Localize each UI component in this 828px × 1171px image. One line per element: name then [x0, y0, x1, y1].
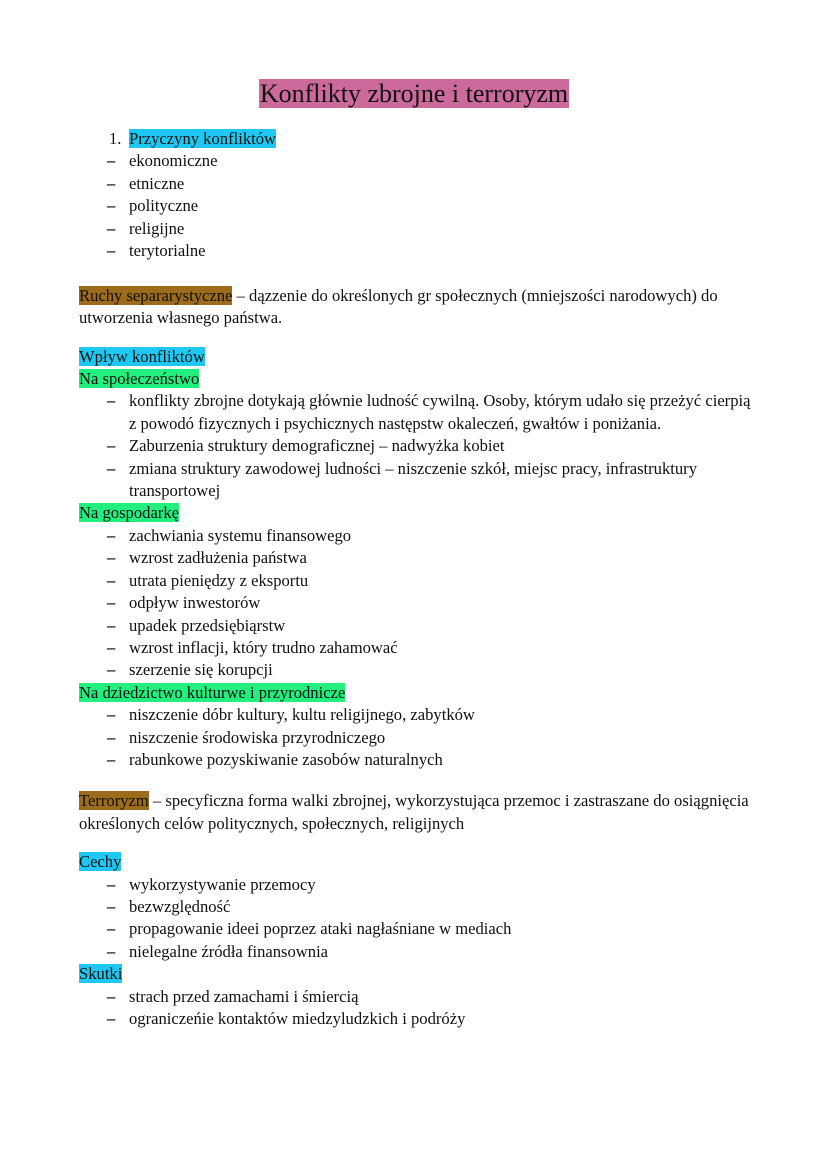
effects-heading: Skutki: [79, 964, 123, 984]
list-item-text: nielegalne źródła finansownia: [129, 941, 329, 961]
separatism-definition: [79, 285, 759, 330]
features-list: [79, 874, 759, 964]
list-item: [79, 727, 759, 749]
list-item-text: wykorzystywanie przemocy: [129, 874, 316, 894]
heritage-heading: Na dziedzictwo kulturwe i przyrodnicze: [79, 682, 346, 702]
list-item: [79, 874, 759, 896]
dash-bullet: –: [107, 749, 116, 769]
dash-bullet: –: [107, 436, 116, 456]
list-item-text: Zaburzenia struktury demograficznej – nadwyżka kobiet: [129, 436, 505, 456]
dash-bullet: –: [107, 458, 116, 478]
list-item: [79, 896, 759, 918]
list-item-text: utrata pieniędzy z eksportu: [129, 570, 309, 590]
list-item-text: niszczenie środowiska przyrodniczego: [129, 727, 386, 747]
list-item: [79, 435, 759, 457]
list-item: [79, 458, 759, 503]
terrorism-definition: [79, 790, 759, 835]
heritage-list: [79, 704, 759, 771]
list-item-text: propagowanie ideei poprzez ataki nagłaśniane w mediach: [129, 919, 512, 939]
dash-bullet: –: [107, 727, 116, 747]
list-item-text: niszczenie dóbr kultury, kultu religijnego, zabytków: [129, 705, 475, 725]
dash-bullet: –: [107, 705, 116, 725]
list-item: [79, 173, 759, 195]
dash-bullet: –: [107, 593, 116, 613]
dash-bullet: –: [107, 173, 116, 193]
society-heading: Na społeczeństwo: [79, 369, 200, 389]
dash-bullet: –: [107, 525, 116, 545]
list-item: [79, 570, 759, 592]
list-item: [79, 941, 759, 963]
dash-bullet: –: [107, 941, 116, 961]
society-list: [79, 390, 759, 502]
list-item-text: polityczne: [129, 196, 199, 216]
list-item: [79, 1008, 759, 1030]
list-item: [79, 918, 759, 940]
list-item: [79, 218, 759, 240]
separatism-term: Ruchy separarystyczne: [79, 285, 233, 305]
list-item-text: strach przed zamachami i śmiercią: [129, 986, 359, 1006]
terrorism-text: – specyficzna forma walki zbrojnej, wykorzystująca przemoc i zastraszane do osiągnięcia określonych celów politycznych, społecznych, religijnych: [79, 791, 749, 833]
dash-bullet: –: [107, 919, 116, 939]
dash-bullet: –: [107, 896, 116, 916]
list-item-text: terytorialne: [129, 241, 206, 261]
terrorism-term: Terroryzm: [79, 791, 149, 811]
page-title: Konflikty zbrojne i terroryzm: [259, 79, 569, 108]
list-item: [79, 525, 759, 547]
economy-list: [79, 525, 759, 682]
dash-bullet: –: [107, 874, 116, 894]
dash-bullet: –: [107, 241, 116, 261]
economy-heading: Na gospodarkę: [79, 503, 179, 523]
list-item: [79, 615, 759, 637]
list-item-text: religijne: [129, 218, 185, 238]
list-item-text: zachwiania systemu finansowego: [129, 525, 352, 545]
list-item-text: rabunkowe pozyskiwanie zasobów naturalnych: [129, 749, 443, 769]
list-item: [79, 749, 759, 771]
document-body: [79, 128, 759, 1030]
dash-bullet: –: [107, 986, 116, 1006]
impact-heading: Wpływ konfliktów: [79, 346, 205, 366]
title-container: [0, 78, 828, 110]
list-item-text: szerzenie się korupcji: [129, 660, 273, 680]
list-item-text: ograniczeńie kontaktów miedzyludzkich i podróży: [129, 1009, 466, 1029]
list-item-text: odpływ inwestorów: [129, 593, 261, 613]
features-heading: Cechy: [79, 852, 122, 872]
list-item: [79, 637, 759, 659]
list-item: [79, 195, 759, 217]
list-item: [79, 390, 759, 435]
dash-bullet: –: [107, 570, 116, 590]
list-number: 1.: [109, 129, 122, 148]
dash-bullet: –: [107, 196, 116, 216]
causes-heading-row: [79, 128, 759, 150]
list-item-text: zmiana struktury zawodowej ludności – niszczenie szkół, miejsc pracy, infrastruktury transportowej: [129, 458, 698, 501]
dash-bullet: –: [107, 548, 116, 568]
list-item: [79, 659, 759, 681]
dash-bullet: –: [107, 218, 116, 238]
dash-bullet: –: [107, 151, 116, 171]
dash-bullet: –: [107, 1009, 116, 1029]
causes-heading: Przyczyny konfliktów: [129, 129, 277, 148]
list-item-text: konflikty zbrojne dotykają głównie ludność cywilną. Osoby, którym udało się przeżyć cierpią z powodó fizycznych i psychicznych następstw okaleczeń, gwałtów i poniżania.: [129, 391, 751, 433]
list-item: [79, 547, 759, 569]
list-item-text: wzrost inflacji, który trudno zahamować: [129, 637, 398, 657]
list-item-text: ekonomiczne: [129, 151, 218, 171]
effects-list: [79, 986, 759, 1031]
list-item-text: wzrost zadłużenia państwa: [129, 548, 307, 568]
separatism-text: – dązzenie do określonych gr społecznych (mniejszości narodowych) do utworzenia własnego państwa.: [79, 285, 718, 328]
dash-bullet: –: [107, 391, 116, 411]
causes-list: [79, 150, 759, 262]
list-item: [79, 240, 759, 262]
list-item-text: bezwzględność: [129, 896, 231, 916]
list-item-text: etniczne: [129, 173, 185, 193]
list-item-text: upadek przedsiębiąrstw: [129, 615, 286, 635]
list-item: [79, 986, 759, 1008]
list-item: [79, 704, 759, 726]
dash-bullet: –: [107, 615, 116, 635]
dash-bullet: –: [107, 637, 116, 657]
dash-bullet: –: [107, 660, 116, 680]
list-item: [79, 150, 759, 172]
list-item: [79, 592, 759, 614]
